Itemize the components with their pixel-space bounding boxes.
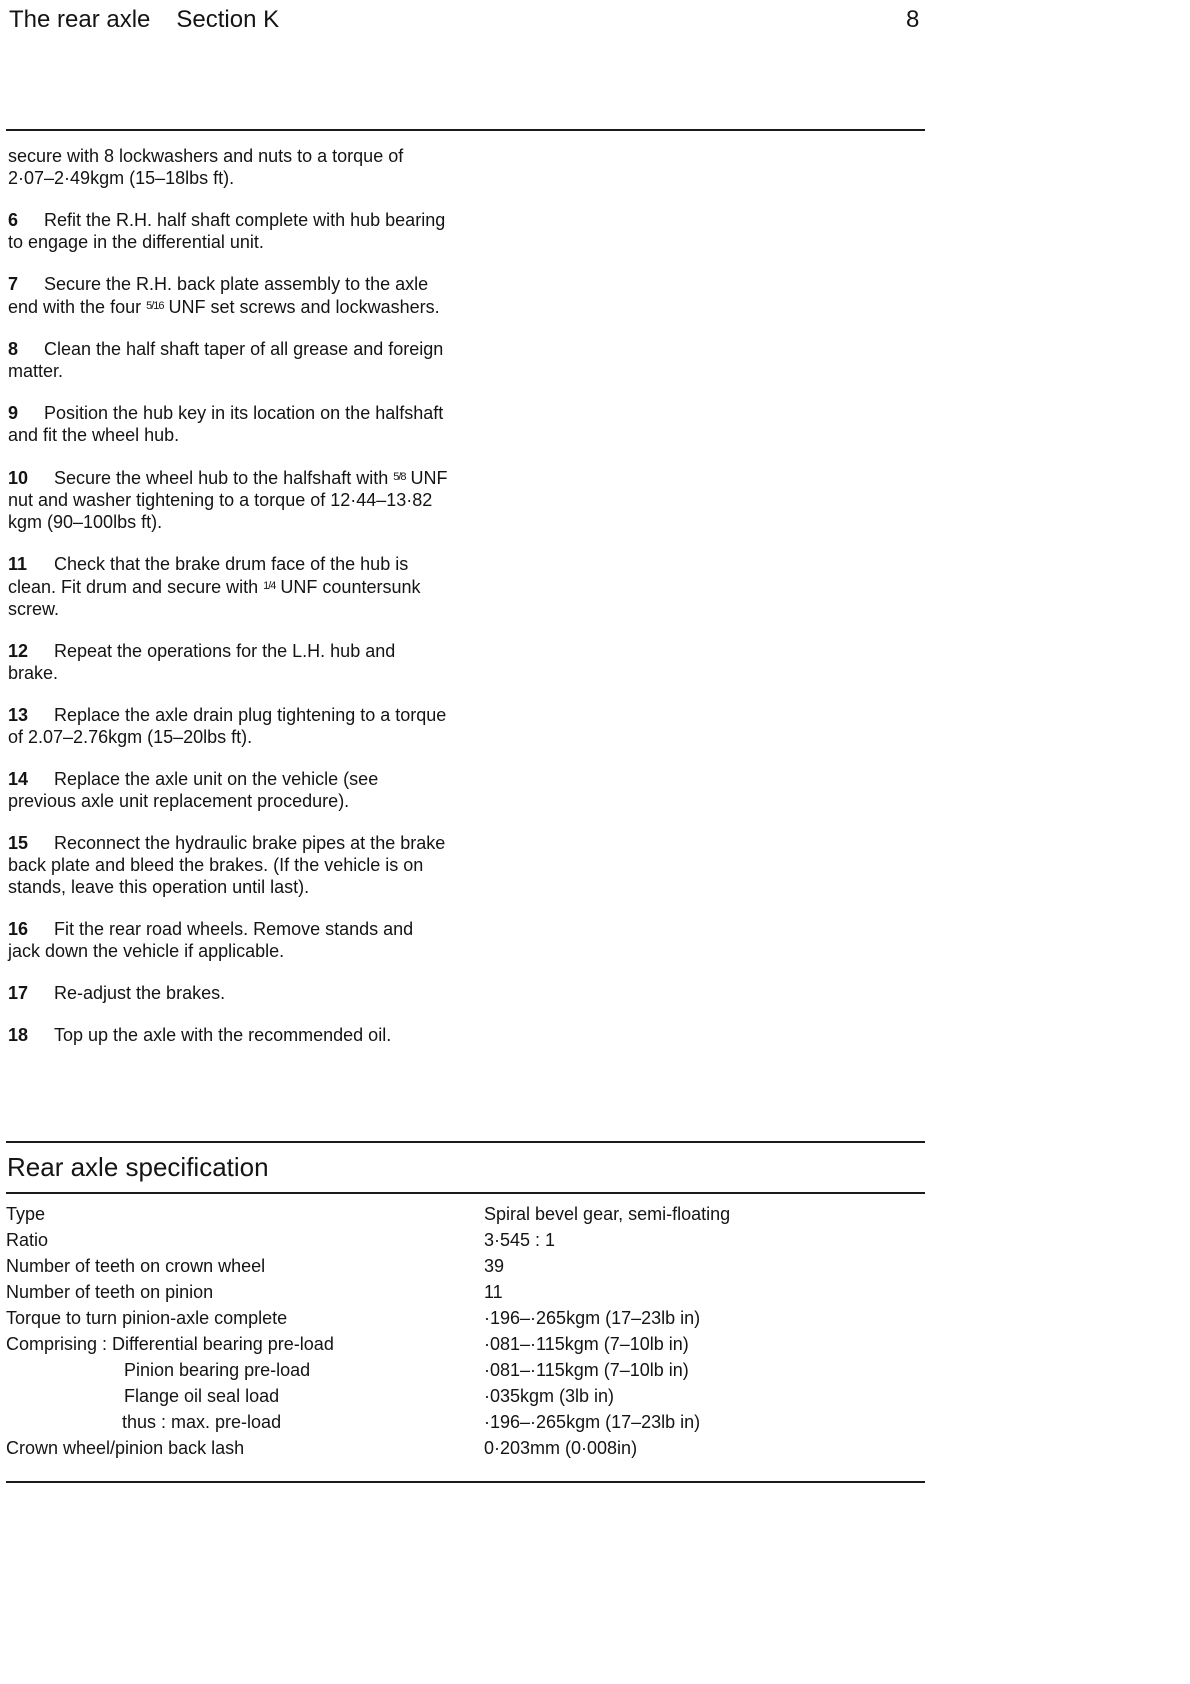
spec-value: 11 — [484, 1282, 503, 1302]
fraction: 5/16 — [146, 300, 164, 312]
step-15 — [8, 832, 448, 898]
step-text: Secure the wheel hub to the halfshaft with — [54, 468, 394, 488]
spec-value: 39 — [484, 1256, 505, 1276]
spec-label: Number of teeth on crown wheel — [6, 1256, 266, 1276]
step-number: 10 — [8, 468, 29, 488]
spec-label: Comprising : Differential bearing pre-load — [6, 1334, 334, 1354]
step-number: 14 — [8, 769, 29, 789]
step-text: Secure the R.H. back plate assembly to the axle end with the four — [8, 274, 429, 317]
spec-label: Ratio — [6, 1230, 49, 1250]
step-text: Reconnect the hydraulic brake pipes at the brake back plate and bleed the brakes. (If the vehicle is on stands, leave this operation until last). — [8, 833, 446, 897]
spec-value: ·196–·265kgm (17–23lb in) — [484, 1412, 701, 1432]
fraction: 5/8 — [393, 471, 406, 483]
step-number: 9 — [8, 403, 19, 423]
step-7 — [8, 273, 448, 318]
spec-value: ·035kgm (3lb in) — [484, 1386, 615, 1406]
step-12 — [8, 640, 448, 684]
spec-value: Spiral bevel gear, semi-floating — [484, 1204, 731, 1224]
step-number: 12 — [8, 641, 29, 661]
spec-value: ·081–·115kgm (7–10lb in) — [484, 1334, 689, 1354]
step-text: UNF countersunk screw. — [8, 577, 421, 619]
step-number: 15 — [8, 833, 29, 853]
step-9 — [8, 402, 448, 446]
step-text: Refit the R.H. half shaft complete with hub bearing to engage in the differential unit. — [8, 210, 446, 252]
spec-label: thus : max. pre-load — [122, 1412, 282, 1432]
spec-value: 3·545 : 1 — [484, 1230, 556, 1250]
step-6 — [8, 209, 448, 253]
step-number: 6 — [8, 210, 19, 230]
spec-label: Pinion bearing pre-load — [124, 1360, 311, 1380]
step-text: Repeat the operations for the L.H. hub and brake. — [8, 641, 396, 683]
page-header — [9, 6, 279, 34]
intro-paragraph: secure with 8 lockwashers and nuts to a torque of 2·07–2·49kgm (15–18lbs ft). — [8, 146, 404, 188]
spec-label: Number of teeth on pinion — [6, 1282, 214, 1302]
step-text: Replace the axle drain plug tightening to a torque of 2.07–2.76kgm (15–20lbs ft). — [8, 705, 447, 747]
step-10 — [8, 466, 448, 533]
spec-label: Torque to turn pinion-axle complete — [6, 1308, 288, 1328]
step-number: 13 — [8, 705, 29, 725]
step-text: Check that the brake drum face of the hub is clean. Fit drum and secure with — [8, 554, 409, 597]
step-14 — [8, 768, 448, 812]
step-number: 8 — [8, 339, 19, 359]
spec-label: Type — [6, 1204, 46, 1224]
fraction: 1/4 — [263, 580, 276, 592]
spec-label: Crown wheel/pinion back lash — [6, 1438, 245, 1458]
step-17 — [8, 982, 448, 1004]
step-text: Clean the half shaft taper of all grease and foreign matter. — [8, 339, 444, 381]
spec-title: Rear axle specification — [7, 1152, 269, 1182]
step-8 — [8, 338, 448, 382]
spec-value: ·196–·265kgm (17–23lb in) — [484, 1308, 701, 1328]
header-rule — [6, 129, 925, 131]
spec-value: 0·203mm (0·008in) — [484, 1438, 638, 1458]
spec-value: ·081–·115kgm (7–10lb in) — [484, 1360, 689, 1380]
page-number: 8 — [906, 6, 920, 33]
section-rule — [6, 1141, 925, 1143]
step-text: Replace the axle unit on the vehicle (see previous axle unit replacement procedure). — [8, 769, 379, 811]
spec-title-rule — [6, 1192, 925, 1194]
spec-label: Flange oil seal load — [124, 1386, 280, 1406]
step-number: 11 — [8, 554, 28, 574]
step-number: 7 — [8, 274, 19, 294]
header-section: Section K — [176, 6, 280, 33]
step-11 — [8, 553, 448, 620]
step-18 — [8, 1024, 448, 1046]
step-16 — [8, 918, 448, 962]
step-number: 17 — [8, 983, 29, 1003]
step-text: Top up the axle with the recommended oil. — [54, 1025, 392, 1045]
step-text: Position the hub key in its location on the halfshaft and fit the wheel hub. — [8, 403, 444, 445]
bottom-rule — [6, 1481, 925, 1483]
step-text: Re-adjust the brakes. — [54, 983, 226, 1003]
procedure-steps — [8, 145, 448, 1066]
step-number: 18 — [8, 1025, 29, 1045]
step-13 — [8, 704, 448, 748]
step-text: UNF set screws and lockwashers. — [163, 297, 440, 317]
step-text: UNF nut and washer tightening to a torque of 12·44–13·82 kgm (90–100lbs ft). — [8, 468, 448, 532]
step-number: 16 — [8, 919, 29, 939]
step-text: Fit the rear road wheels. Remove stands and jack down the vehicle if applicable. — [8, 919, 414, 961]
header-title: The rear axle — [9, 6, 151, 33]
